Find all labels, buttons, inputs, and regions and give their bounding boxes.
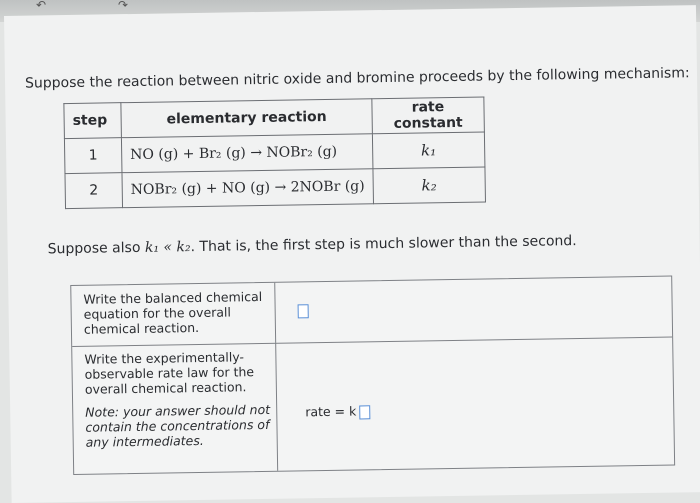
suppose-statement: Suppose also k₁ « k₂. That is, the first step is much slower than the second.	[47, 233, 577, 258]
table-row	[65, 167, 485, 209]
rate-constant: k₂	[373, 167, 486, 204]
question-label: Write the balanced chemical equation for the overall chemical reaction.	[71, 283, 276, 346]
rate-law-input[interactable]	[359, 405, 370, 419]
mechanism-table	[63, 96, 486, 209]
undo-icon[interactable]: ↶	[36, 0, 47, 12]
question-row-rate-law	[72, 337, 674, 474]
rate-relation: k₁ « k₂	[144, 239, 191, 256]
rate-constant: k₁	[372, 132, 485, 169]
intro-text: Suppose the reaction between nitric oxide and bromine proceeds by the following mechanism:	[24, 65, 690, 92]
step-number: 1	[64, 138, 122, 174]
header-rate-constant: rate constant	[372, 97, 485, 134]
elementary-reaction: NO (g) + Br₂ (g) → NOBr₂ (g)	[121, 134, 372, 173]
rate-prefix: rate = k	[305, 403, 357, 420]
question-row-balanced-equation	[71, 277, 672, 347]
rate-law-answer	[305, 403, 370, 420]
question-sheet	[4, 5, 700, 503]
redo-icon[interactable]: ↷	[118, 0, 129, 12]
header-elementary-reaction: elementary reaction	[121, 99, 372, 138]
header-step: step	[64, 103, 122, 139]
step-number: 2	[65, 173, 123, 209]
question-label: Write the experimentally-observable rate law for the overall chemical reaction. Note: your answer should not contain the concentrations of any intermediates.	[72, 343, 278, 474]
elementary-reaction: NOBr₂ (g) + NO (g) → 2NOBr (g)	[122, 169, 373, 208]
answer-panel	[70, 276, 675, 475]
balanced-equation-input[interactable]	[298, 304, 309, 318]
intermediates-note: Note: your answer should not contain the concentrations of any intermediates.	[85, 401, 271, 450]
